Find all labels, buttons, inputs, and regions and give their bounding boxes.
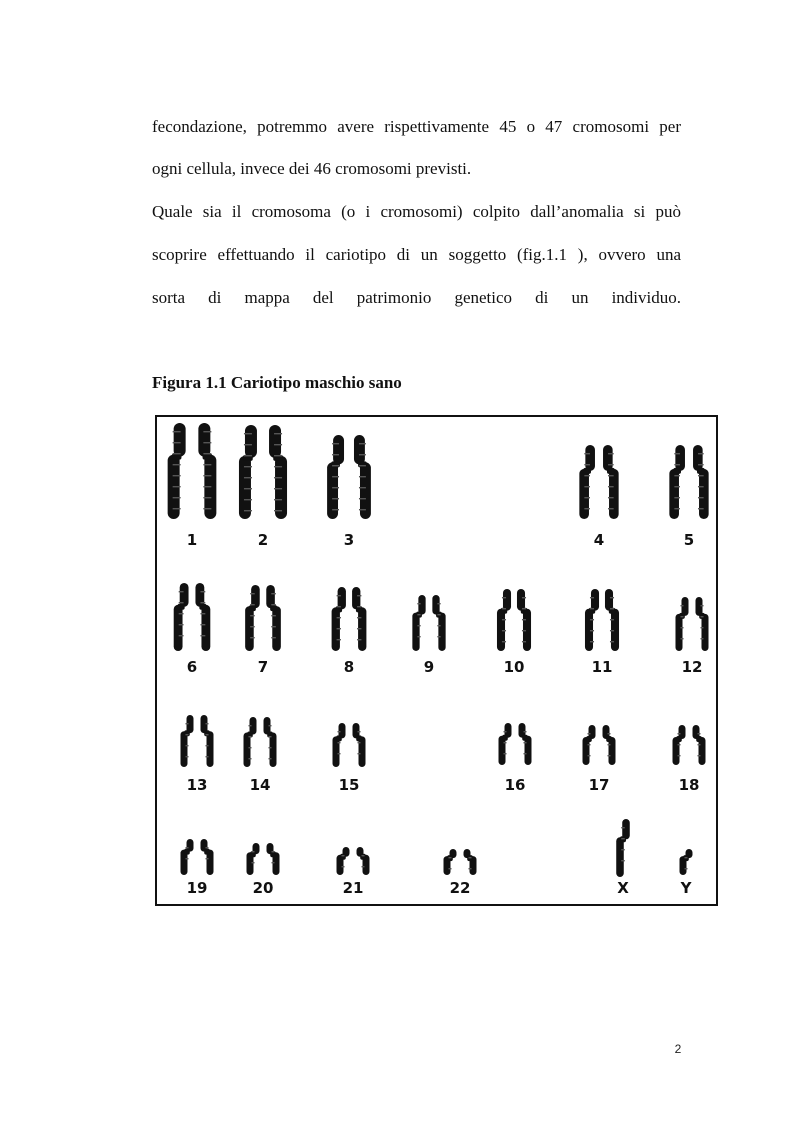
body-line-1: fecondazione, potremmo avere rispettivamente 45 o 47 cromosomi per <box>152 117 681 136</box>
body-line-2: ogni cellula, invece dei 46 cromosomi previsti. <box>152 159 472 178</box>
chromosome-label-22: 22 <box>449 879 471 897</box>
chromosome-20 <box>247 843 280 875</box>
chromosome-18 <box>673 725 706 765</box>
chromosome-11 <box>585 589 619 651</box>
chromosome-2 <box>239 425 287 519</box>
chromosome-label-6: 6 <box>186 658 198 676</box>
figure-caption: Figura 1.1 Cariotipo maschio sano <box>152 373 402 392</box>
chromosome-9 <box>412 595 445 651</box>
chromosome-label-16: 16 <box>504 776 526 794</box>
chromosome-y <box>680 849 693 875</box>
chromosome-label-10: 10 <box>503 658 525 676</box>
chromosome-5 <box>669 445 708 519</box>
chromosome-4 <box>579 445 618 519</box>
chromosome-label-11: 11 <box>591 658 613 676</box>
chromosome-22 <box>444 849 477 875</box>
chromosome-label-2: 2 <box>257 531 269 549</box>
chromosome-3 <box>327 435 371 519</box>
chromosome-8 <box>332 587 367 651</box>
body-line-5: sorta di mappa del patrimonio genetico di un individuo. <box>152 288 681 307</box>
chromosome-label-18: 18 <box>678 776 700 794</box>
chromosome-14 <box>244 717 277 767</box>
chromosome-6 <box>174 583 211 651</box>
chromosome-label-4: 4 <box>593 531 605 549</box>
chromosome-label-13: 13 <box>186 776 208 794</box>
chromosome-12 <box>675 597 708 651</box>
karyotype-image <box>157 417 716 904</box>
chromosome-21 <box>337 847 370 875</box>
chromosome-label-y: Y <box>680 879 692 897</box>
chromosome-label-5: 5 <box>683 531 695 549</box>
chromosome-label-3: 3 <box>343 531 355 549</box>
karyotype-figure <box>155 415 718 906</box>
chromosome-13 <box>181 715 214 767</box>
chromosome-label-7: 7 <box>257 658 269 676</box>
body-line-4: scoprire effettuando il cariotipo di un soggetto (fig.1.1 ), ovvero una <box>152 245 681 264</box>
chromosome-x <box>616 819 630 877</box>
chromosome-label-x: X <box>617 879 629 897</box>
page-number: 2 <box>674 1042 682 1056</box>
chromosome-label-8: 8 <box>343 658 355 676</box>
chromosome-label-14: 14 <box>249 776 271 794</box>
chromosome-7 <box>245 585 281 651</box>
chromosome-10 <box>497 589 531 651</box>
body-line-3: Quale sia il cromosoma (o i cromosomi) colpito dall’anomalia si può <box>152 202 681 221</box>
chromosome-17 <box>583 725 616 765</box>
chromosome-label-20: 20 <box>252 879 274 897</box>
chromosome-label-19: 19 <box>186 879 208 897</box>
chromosome-16 <box>499 723 532 765</box>
chromosome-label-15: 15 <box>338 776 360 794</box>
chromosome-label-9: 9 <box>423 658 435 676</box>
chromosome-15 <box>333 723 366 767</box>
chromosome-19 <box>181 839 214 875</box>
chromosome-label-21: 21 <box>342 879 364 897</box>
chromosome-label-17: 17 <box>588 776 610 794</box>
chromosome-label-12: 12 <box>681 658 703 676</box>
chromosome-1 <box>168 423 217 519</box>
chromosome-label-1: 1 <box>186 531 198 549</box>
